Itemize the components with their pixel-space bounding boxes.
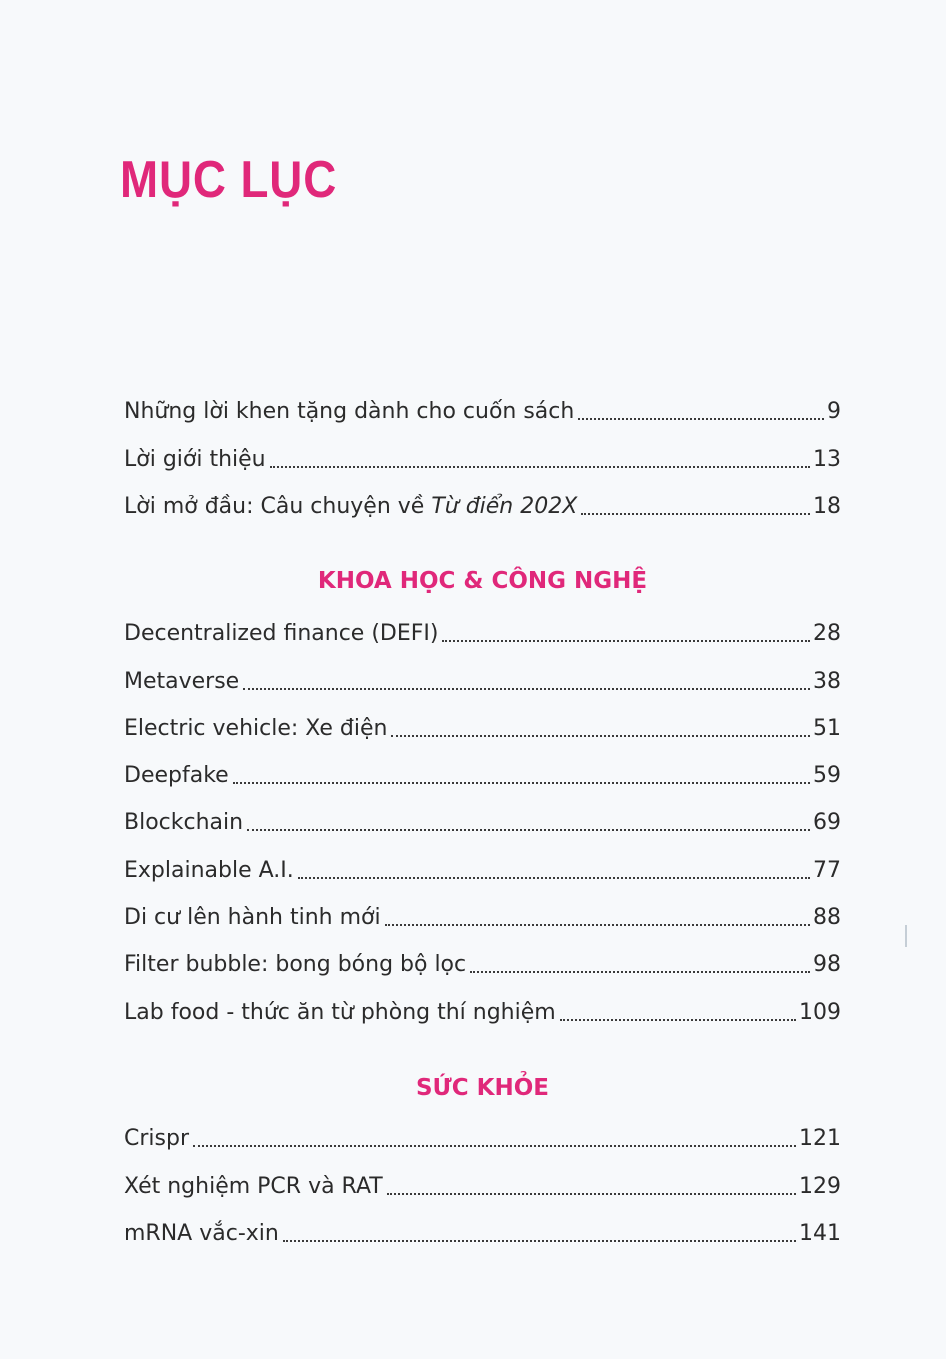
toc-entry-label: Di cư lên hành tinh mới (124, 905, 381, 930)
toc-entry[interactable] (124, 662, 841, 696)
dot-leader (243, 688, 810, 690)
toc-entry-page: 59 (813, 763, 841, 788)
dot-leader (391, 735, 810, 737)
toc-entry[interactable] (124, 614, 841, 648)
toc-entry-page: 141 (799, 1221, 841, 1246)
toc-entry[interactable] (124, 945, 841, 979)
dot-leader (247, 829, 810, 831)
toc-entry-page: 51 (813, 716, 841, 741)
toc-entry-page: 98 (813, 952, 841, 977)
dot-leader (578, 418, 824, 420)
toc-entry-label: Deepfake (124, 763, 229, 788)
toc-entry-label: Lời giới thiệu (124, 447, 266, 472)
dot-leader (233, 782, 810, 784)
toc-entry-label: Những lời khen tặng dành cho cuốn sách (124, 399, 575, 424)
toc-entry-label: Crispr (124, 1126, 189, 1151)
dot-leader (442, 640, 810, 642)
toc-entry-page: 121 (799, 1126, 841, 1151)
toc-entry[interactable] (124, 440, 841, 474)
toc-entry-page: 77 (813, 858, 841, 883)
toc-entry[interactable] (124, 898, 841, 932)
toc-entry-page: 88 (813, 905, 841, 930)
toc-entry-page: 18 (813, 494, 841, 519)
toc-entry-page: 109 (799, 1000, 841, 1025)
toc-entry-page: 69 (813, 810, 841, 835)
toc-entry-label: Blockchain (124, 810, 244, 835)
dot-leader (581, 513, 810, 515)
toc-entry-page: 13 (813, 447, 841, 472)
toc-entry[interactable] (124, 851, 841, 885)
dot-leader (298, 877, 810, 879)
toc-entry[interactable] (124, 756, 841, 790)
toc-entry-label: Electric vehicle: Xe điện (124, 716, 388, 741)
dot-leader (193, 1145, 796, 1147)
toc-entry-label: Lab food - thức ăn từ phòng thí nghiệm (124, 1000, 556, 1025)
toc-entry-label: Filter bubble: bong bóng bộ lọc (124, 952, 467, 977)
toc-entry-label: Metaverse (124, 669, 240, 694)
toc-entry[interactable] (124, 803, 841, 837)
toc-entry-page: 9 (827, 399, 841, 424)
toc-entry[interactable] (124, 487, 841, 521)
toc-entry-label (124, 493, 577, 521)
dot-leader (385, 924, 810, 926)
dot-leader (387, 1193, 796, 1195)
toc-entry[interactable] (124, 993, 841, 1027)
toc-entry-label: mRNA vắc-xin (124, 1221, 279, 1246)
toc-entry-page: 129 (799, 1174, 841, 1199)
toc-entry[interactable] (124, 1119, 841, 1153)
toc-entry-label-prefix: Lời mở đầu: Câu chuyện về (124, 494, 432, 519)
toc-entry-label: Decentralized finance (DEFI) (124, 621, 439, 646)
toc-entry[interactable] (124, 392, 841, 426)
toc-entry-label: Explainable A.I. (124, 858, 294, 883)
section-heading: SỨC KHỎE (415, 1075, 549, 1101)
toc-entry[interactable] (124, 1214, 841, 1248)
page-title: MỤC LỤC (120, 151, 338, 209)
dot-leader (270, 466, 810, 468)
page-mark (905, 925, 907, 947)
toc-entry-label: Xét nghiệm PCR và RAT (124, 1174, 383, 1199)
dot-leader (560, 1019, 796, 1021)
dot-leader (283, 1240, 796, 1242)
section-heading: KHOA HỌC & CÔNG NGHỆ (317, 568, 648, 594)
dot-leader (470, 971, 810, 973)
toc-entry-page: 28 (813, 621, 841, 646)
toc-entry-label-italic: Từ điển 202X (431, 494, 578, 519)
toc-entry[interactable] (124, 709, 841, 743)
toc-entry-page: 38 (813, 669, 841, 694)
toc-entry[interactable] (124, 1167, 841, 1201)
